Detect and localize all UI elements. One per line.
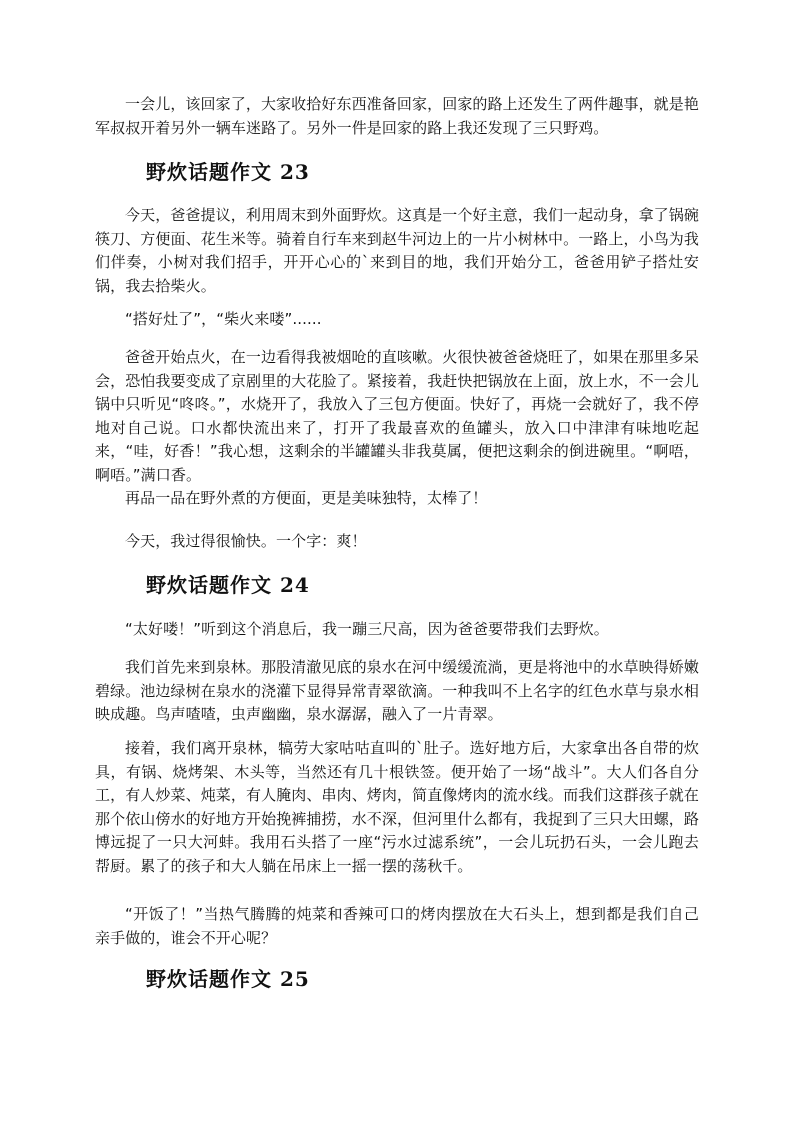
paragraph: 一会儿，该回家了，大家收拾好东西准备回家，回家的路上还发生了两件趣事，就是艳军叔叔开着另外一辆车迷路了。另外一件是回家的路上我还发现了三只野鸡。 — [95, 95, 699, 137]
section-heading: 野炊话题作文 24 — [146, 573, 310, 597]
section-heading: 野炊话题作文 25 — [146, 967, 310, 991]
paragraph: “太好喽！”听到这个消息后，我一蹦三尺高，因为爸爸要带我们去野炊。 — [125, 620, 609, 638]
paragraph: “搭好灶了”，“柴火来喽”...... — [125, 310, 322, 328]
paragraph: 今天，爸爸提议，利用周末到外面野炊。这真是一个好主意，我们一起动身，拿了锅碗筷刀、方便面、花生米等。骑着自行车来到赵牛河边上的一片小树林中。一路上，小鸟为我们伴奏，小树对我们招手，开开心心的`来到目的地，我们开始分工，爸爸用铲子搭灶安锅，我去拾柴火。 — [95, 206, 700, 295]
paragraph: 接着，我们离开泉林，犒劳大家咕咕直叫的`肚子。选好地方后，大家拿出各自带的炊具，有锅、烧烤架、木头等，当然还有几十根铁签。便开始了一场“战斗”。大人们各自分工，有人炒菜、炖菜，有人腌肉、串肉、烤肉，简直像烤肉的流水线。而我们这群孩子就在那个依山傍水的好地方开始挽裤捕捞，水不深，但河里什么都有，我捉到了三只大田螺，路博远捉了一只大河蚌。我用石头搭了一座“污水过滤系统”，一会儿玩扔石头，一会儿跑去帮厨。累了的孩子和大人躺在吊床上一摇一摆的荡秋千。 — [95, 739, 700, 875]
paragraph: 今天，我过得很愉快。一个字：爽！ — [125, 532, 367, 550]
paragraph: “开饭了！”当热气腾腾的炖菜和香辣可口的烤肉摆放在大石头上，想到都是我们自己亲手做的，谁会不开心呢？ — [95, 905, 699, 947]
paragraph: 爸爸开始点火，在一边看得我被烟呛的直咳嗽。火很快被爸爸烧旺了，如果在那里多呆会，恐怕我要变成了京剧里的大花脸了。紧接着，我赶快把锅放在上面，放上水，不一会儿锅中只听见“咚咚。”，水烧开了，我放入了三包方便面。快好了，再烧一会就好了，我不停地对自己说。口水都快流出来了，打开了我最喜欢的鱼罐头，放入口中津津有味地吃起来，“哇，好香！”我心想，这剩余的半罐罐头非我莫属，便把这剩余的倒进碗里。“啊唔，啊唔。”满口香。 — [95, 348, 700, 484]
paragraph: 再品一品在野外煮的方便面，更是美味独特，太棒了！ — [125, 489, 488, 507]
section-heading: 野炊话题作文 23 — [146, 160, 310, 184]
paragraph: 我们首先来到泉林。那股清澈见底的泉水在河中缓缓流淌，更是将池中的水草映得娇嫩碧绿。池边绿树在泉水的浇灌下显得异常青翠欲滴。一种我叫不上名字的红色水草与泉水相映成趣。鸟声喳喳，虫声幽幽，泉水潺潺，融入了一片青翠。 — [95, 658, 700, 723]
